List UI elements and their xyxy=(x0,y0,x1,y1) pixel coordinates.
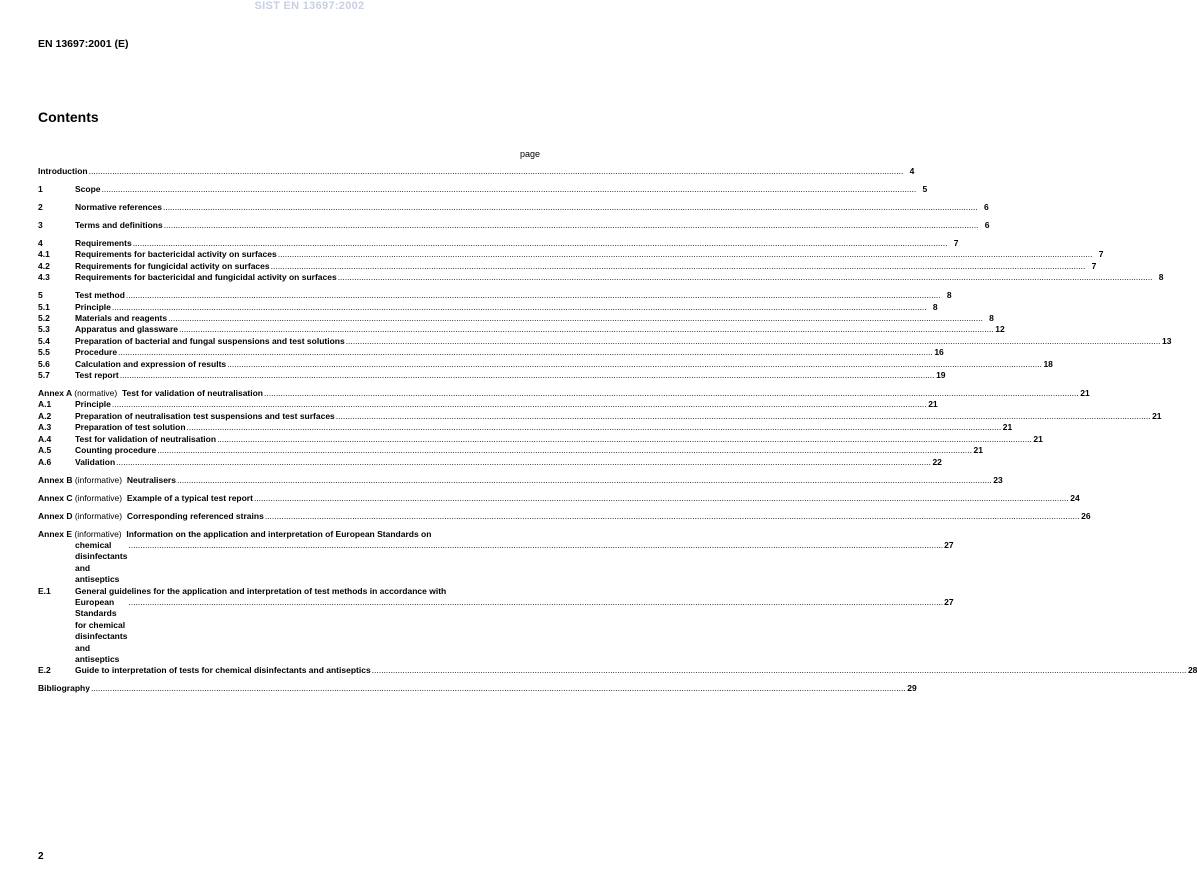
toc-page: 23 xyxy=(993,474,1003,485)
toc-title: Counting procedure xyxy=(75,445,157,456)
toc-entry-5-3[interactable] xyxy=(38,324,1005,335)
toc-title: Validation xyxy=(75,456,116,467)
annex-type: (informative) xyxy=(74,474,123,485)
dot-leader xyxy=(338,272,1153,283)
toc-entry-e-2[interactable] xyxy=(38,665,1197,676)
toc-title: Requirements xyxy=(75,238,132,248)
dot-leader xyxy=(128,597,943,608)
toc-entry-5-2[interactable] xyxy=(38,313,994,324)
toc-title: Requirements for bactericidal and fungicidal activity on surfaces xyxy=(75,272,337,283)
table-of-contents xyxy=(38,166,1197,695)
dot-leader xyxy=(336,411,1151,422)
toc-page: 29 xyxy=(907,683,917,694)
toc-title: Neutralisers xyxy=(126,474,176,485)
toc-entry-1[interactable] xyxy=(38,184,928,195)
annex-type: (informative) xyxy=(74,510,123,521)
toc-page: 4 xyxy=(909,166,915,176)
toc-page: 26 xyxy=(1081,510,1091,521)
toc-number: 4.3 xyxy=(38,272,50,283)
toc-title: Guide to interpretation of tests for chemical disinfectants and antiseptics xyxy=(75,665,371,676)
toc-entry-a-3[interactable] xyxy=(38,422,1013,433)
watermark: SIST EN 13697:2002 xyxy=(254,0,365,12)
toc-number: 1 xyxy=(38,184,43,194)
toc-entry-annex-c[interactable] xyxy=(38,492,1080,504)
dot-leader xyxy=(271,261,1086,272)
page-title: Contents xyxy=(38,109,99,125)
toc-number: 5.5 xyxy=(38,347,50,358)
toc-page: 21 xyxy=(928,399,938,410)
toc-entry-5-4[interactable] xyxy=(38,335,1172,347)
toc-number: A.3 xyxy=(38,422,52,433)
toc-entry-3[interactable] xyxy=(38,220,990,231)
toc-title: Materials and reagents xyxy=(75,313,168,324)
toc-title: Test method xyxy=(75,290,125,301)
toc-number: 5 xyxy=(38,290,43,301)
toc-title: Principle xyxy=(75,399,111,410)
dot-leader xyxy=(126,290,941,301)
toc-number: 3 xyxy=(38,220,43,230)
toc-number: Annex D (informative) xyxy=(38,510,123,521)
dot-leader xyxy=(187,422,1002,433)
dot-leader xyxy=(372,665,1187,676)
toc-page: 7 xyxy=(1091,260,1097,271)
toc-title: Normative references xyxy=(75,202,162,212)
annex-type: (normative) xyxy=(74,388,118,399)
dot-leader xyxy=(179,324,994,335)
page-column-label: page xyxy=(520,149,541,159)
dot-leader xyxy=(118,347,933,358)
dot-leader xyxy=(278,249,1093,260)
toc-title: Scope xyxy=(75,184,101,194)
toc-page: 7 xyxy=(1098,249,1104,260)
toc-title: Example of a typical test report xyxy=(126,492,253,503)
toc-entry-introduction[interactable] xyxy=(38,166,915,177)
toc-number: E.2 xyxy=(38,665,51,676)
toc-number: 5.7 xyxy=(38,370,50,381)
toc-page: 8 xyxy=(989,313,994,324)
annex-type: (informative) xyxy=(74,492,123,503)
toc-number: 5.2 xyxy=(38,313,50,324)
toc-title: Preparation of test solution xyxy=(75,422,186,433)
dot-leader xyxy=(157,445,972,456)
toc-entry-bibliography[interactable] xyxy=(38,683,917,694)
toc-number: 5.1 xyxy=(38,301,50,312)
toc-entry-annex-e[interactable] xyxy=(38,528,954,586)
toc-title: Procedure xyxy=(75,347,118,358)
toc-page: 13 xyxy=(1161,335,1172,346)
toc-number: 5.6 xyxy=(38,358,50,369)
toc-page: 21 xyxy=(973,445,983,456)
toc-title-continued: chemical disinfectants and antiseptics xyxy=(75,539,128,585)
toc-number: A.4 xyxy=(38,433,52,444)
toc-entry-4[interactable] xyxy=(38,238,959,249)
toc-page: 27 xyxy=(944,539,954,550)
toc-title: General guidelines for the application and interpretation of test methods in accordance with xyxy=(75,585,447,596)
toc-entry-4-1[interactable] xyxy=(38,249,1104,260)
toc-page: 19 xyxy=(936,370,946,381)
dot-leader xyxy=(168,313,983,324)
dot-leader xyxy=(91,683,906,694)
dot-leader xyxy=(254,493,1069,504)
dot-leader xyxy=(346,336,1161,347)
toc-entry-annex-d[interactable] xyxy=(38,510,1091,522)
toc-title: Calculation and expression of results xyxy=(75,358,227,369)
dot-leader xyxy=(163,202,978,213)
toc-entry-5-1[interactable] xyxy=(38,301,938,313)
toc-title: Test report xyxy=(75,370,119,381)
dot-leader xyxy=(264,388,1079,399)
dot-leader xyxy=(120,370,935,381)
toc-page: 6 xyxy=(984,220,990,230)
toc-entry-5-5[interactable] xyxy=(38,347,944,358)
toc-entry-a-5[interactable] xyxy=(38,445,983,456)
dot-leader xyxy=(177,475,992,486)
toc-number: A.6 xyxy=(38,456,52,467)
toc-page: 21 xyxy=(1152,410,1162,421)
toc-entry-e-1[interactable] xyxy=(38,585,954,666)
toc-page: 27 xyxy=(944,596,954,607)
dot-leader xyxy=(116,457,931,468)
toc-page: 7 xyxy=(953,238,959,248)
toc-title: Introduction xyxy=(38,166,88,176)
toc-entry-2[interactable] xyxy=(38,202,989,213)
toc-entry-annex-a[interactable] xyxy=(38,388,1090,399)
toc-title: Test for validation of neutralisation xyxy=(121,388,264,399)
toc-title: Apparatus and glassware xyxy=(75,324,178,335)
toc-page: 5 xyxy=(922,184,928,194)
toc-page: 21 xyxy=(1033,433,1043,444)
toc-page: 18 xyxy=(1043,358,1053,369)
toc-title: Bibliography xyxy=(38,683,90,694)
toc-page: 22 xyxy=(932,456,942,467)
toc-entry-5-6[interactable] xyxy=(38,358,1053,370)
toc-page: 21 xyxy=(1002,422,1013,433)
toc-number: A.5 xyxy=(38,445,52,456)
toc-title: Preparation of neutralisation test suspensions and test surfaces xyxy=(75,410,335,421)
toc-page: 6 xyxy=(983,202,989,212)
toc-number: A.2 xyxy=(38,410,52,421)
toc-number: E.1 xyxy=(38,585,51,596)
dot-leader xyxy=(89,166,904,177)
toc-entry-a-6[interactable] xyxy=(38,456,942,468)
toc-title-continued: European Standards for chemical disinfectants and antiseptics xyxy=(75,596,128,664)
toc-entry-a-2[interactable] xyxy=(38,410,1162,422)
toc-number: 5.3 xyxy=(38,324,50,335)
toc-entry-a-4[interactable] xyxy=(38,433,1043,445)
toc-page: 8 xyxy=(946,290,952,301)
toc-number: 4 xyxy=(38,238,43,248)
toc-entry-a-1[interactable] xyxy=(38,399,938,410)
toc-title: Corresponding referenced strains xyxy=(126,510,264,521)
toc-page: 8 xyxy=(1158,272,1164,283)
toc-page: 21 xyxy=(1080,388,1090,399)
dot-leader xyxy=(265,511,1080,522)
toc-number: 5.4 xyxy=(38,335,50,346)
toc-entry-4-2[interactable] xyxy=(38,260,1097,272)
toc-page: 16 xyxy=(934,347,944,358)
toc-title: Information on the application and interpretation of European Standards on xyxy=(126,528,432,539)
annex-type: (informative) xyxy=(74,528,122,539)
toc-entry-4-3[interactable] xyxy=(38,272,1164,283)
toc-number: Annex B (informative) xyxy=(38,474,123,485)
toc-title: Principle xyxy=(75,301,111,312)
dot-leader xyxy=(133,238,948,249)
dot-leader xyxy=(164,220,979,231)
dot-leader xyxy=(112,399,927,410)
page-number: 2 xyxy=(38,851,44,862)
toc-number: Annex A (normative) xyxy=(38,388,118,399)
standard-header: EN 13697:2001 (E) xyxy=(38,38,129,50)
toc-page: 8 xyxy=(932,301,938,312)
toc-number: 4.2 xyxy=(38,260,50,271)
dot-leader xyxy=(217,434,1032,445)
toc-entry-5-7[interactable] xyxy=(38,370,946,381)
toc-title: Test for validation of neutralisation xyxy=(75,433,217,444)
toc-number: Annex E (informative) xyxy=(38,528,122,539)
dot-leader xyxy=(102,184,917,195)
toc-number: Annex C (informative) xyxy=(38,492,123,503)
dot-leader xyxy=(112,302,927,313)
toc-title: Preparation of bacterial and fungal suspensions and test solutions xyxy=(75,335,345,346)
toc-title: Requirements for fungicidal activity on surfaces xyxy=(75,260,270,271)
toc-title: Terms and definitions xyxy=(75,220,163,230)
toc-number: A.1 xyxy=(38,399,52,410)
toc-title: Requirements for bactericidal activity on surfaces xyxy=(75,249,277,260)
toc-page: 24 xyxy=(1070,492,1080,503)
toc-number: 4.1 xyxy=(38,249,50,260)
toc-number: 2 xyxy=(38,202,43,212)
toc-page: 28 xyxy=(1187,665,1197,676)
toc-entry-5[interactable] xyxy=(38,290,952,301)
toc-page: 12 xyxy=(995,324,1005,335)
toc-entry-annex-b[interactable] xyxy=(38,474,1003,486)
dot-leader xyxy=(128,540,943,551)
dot-leader xyxy=(227,359,1042,370)
